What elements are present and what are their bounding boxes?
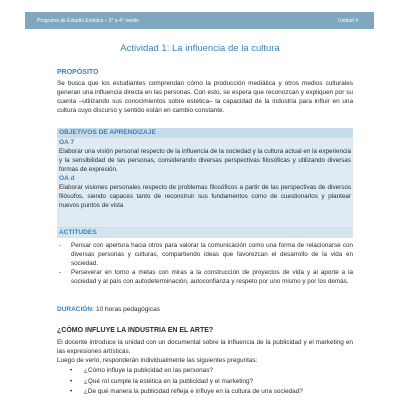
oa-label: OA d bbox=[59, 175, 75, 182]
objetivos-body bbox=[57, 138, 353, 210]
program-name: Programa de Estudio Estética – 3° a 4° medio bbox=[37, 18, 139, 24]
actitudes-list bbox=[57, 238, 353, 286]
pregunta-item-text: ¿Cómo influye la publicidad en las personas? bbox=[84, 367, 213, 374]
duracion-value: 10 horas pedagógicas bbox=[94, 306, 160, 313]
actitud-text: Pensar con apertura hacia otros para valorar la comunicación como una forma de relacionarse con diversas personas y culturas, compartiendo ideas que favorezcan el desarrollo de la vida en sociedad. bbox=[71, 242, 353, 267]
objetivos-heading: OBJETIVOS DE APRENDIZAJE bbox=[57, 128, 353, 138]
pregunta-item-text: ¿De qué manera la publicidad refleja e influye en la cultura de una sociedad? bbox=[84, 388, 303, 395]
pregunta-item bbox=[70, 377, 350, 388]
bullet: • bbox=[70, 377, 73, 385]
actitud-item bbox=[57, 241, 353, 268]
pregunta-heading: ¿CÓMO INFLUYE LA INDUSTRIA EN EL ARTE? bbox=[57, 327, 214, 334]
proposito-heading: PROPÓSITO bbox=[57, 69, 99, 76]
bullet: • bbox=[70, 367, 73, 374]
actitud-text: Perseverar en torno a metas con miras a la construcción de proyectos de vida y al aporte a la sociedad y al país con autodeterminación, autoconfianza y respeto por uno mismo y por los demás. bbox=[71, 269, 353, 285]
bullet: • bbox=[70, 388, 73, 395]
pregunta-item-text: ¿Qué rol cumple la estética en la publicidad y el marketing? bbox=[84, 377, 254, 385]
dash-bullet: - bbox=[59, 269, 62, 276]
unit-label: Unidad 4 bbox=[337, 18, 358, 24]
page-header bbox=[25, 12, 374, 29]
actitudes-box bbox=[57, 227, 353, 296]
oa-text: Elaborar una visión personal respecto de la influencia de la sociedad y la cultura actual en la experiencia y la sensibilidad de las personas, considerando diversas perspectivas filosóficas y utilizando diversas formas de expresión. bbox=[59, 148, 351, 173]
activity-title: Actividad 1: La influencia de la cultura bbox=[120, 43, 280, 54]
dash-bullet: - bbox=[59, 242, 62, 249]
proposito-text bbox=[57, 79, 353, 115]
pregunta-item bbox=[70, 387, 350, 398]
actitud-item bbox=[57, 268, 353, 286]
pregunta-paragraph: El docente introduce la unidad con un documental sobre la influencia de la publicidad y el marketing en las expresiones artísticas. bbox=[57, 339, 353, 355]
actitudes-heading: ACTITUDES bbox=[57, 228, 353, 238]
pregunta-text bbox=[57, 338, 353, 365]
oa-label: OA 7 bbox=[59, 139, 75, 146]
duracion-line bbox=[57, 306, 160, 313]
proposito-paragraph: Se busca que los estudiantes comprendan cómo la producción mediática y otros medios culturales generan una influencia directa en las personas. Con esto, se espera que reconozcan y expliquen por su cuenta –utilizando sus conocimientos sobre estética– la capacidad de la industria para influir en una cultura cuyo discurso y sentido están en cambio constante. bbox=[57, 80, 353, 114]
pregunta-item bbox=[70, 366, 350, 377]
duracion-label: DURACIÓN: bbox=[57, 306, 95, 313]
preguntas-list bbox=[70, 366, 350, 398]
pregunta-paragraph-2: Luego de verlo, responderán individualmente las siguientes preguntas: bbox=[57, 357, 258, 364]
oa-text: Elaborar visiones personales respecto de problemas filosóficos a partir de las perspectivas de diversos filósofos, siendo capaces tanto de reconstruir sus fundamentos como de cuestionarlos y plantear nuevos puntos de vista bbox=[59, 184, 351, 209]
